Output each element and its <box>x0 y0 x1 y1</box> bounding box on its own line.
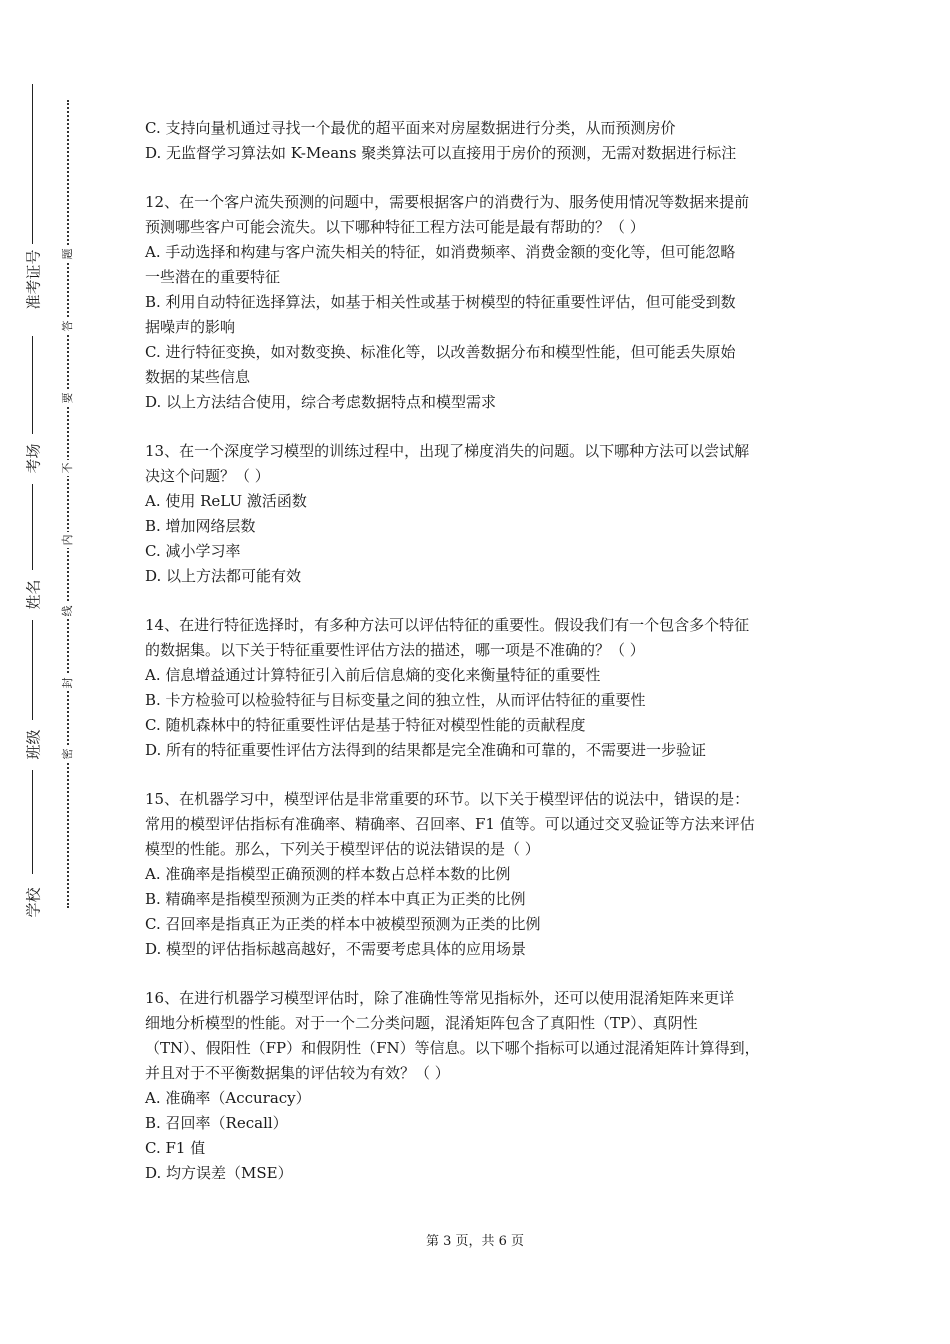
option-line: 数据的某些信息 <box>145 368 251 386</box>
question-stem: 15、在机器学习中，模型评估是非常重要的环节。以下关于模型评估的说法中，错误的是： <box>145 790 750 808</box>
seal-dotted-line <box>67 100 69 908</box>
question-stem: （TN）、假阳性（FP）和假阴性（FN）等信息。以下哪个指标可以通过混淆矩阵计算得到， <box>145 1039 760 1057</box>
option-c: C. 召回率是指真正为正类的样本中被模型预测为正类的比例 <box>145 915 541 933</box>
field-exam-id: 准考证号 <box>24 249 43 310</box>
option-a: A. 准确率（Accuracy） <box>145 1089 311 1107</box>
option-a: A. 准确率是指模型正确预测的样本数占总样本数的比例 <box>145 865 511 883</box>
option-a: A. 使用 ReLU 激活函数 <box>145 492 307 510</box>
field-line <box>32 336 33 434</box>
option-line: A. 手动选择和构建与客户流失相关的特征，如消费频率、消费金额的变化等，但可能忽略 <box>145 243 736 261</box>
field-class: 班级 <box>24 729 43 760</box>
question-stem: 常用的模型评估指标有准确率、精确率、召回率、F1 值等。可以通过交叉验证等方法来评估 <box>145 815 755 833</box>
question-stem: 细地分析模型的性能。对于一个二分类问题，混淆矩阵包含了真阳性（TP）、真阴性 <box>145 1014 698 1032</box>
question-content <box>145 116 810 1186</box>
question-stem: 决这个问题？（ ） <box>145 467 270 485</box>
question-stem: 13、在一个深度学习模型的训练过程中，出现了梯度消失的问题。以下哪种方法可以尝试解 <box>145 442 750 460</box>
field-exam-room: 考场 <box>24 443 43 474</box>
field-school: 学校 <box>24 887 43 918</box>
option-a: A. 信息增益通过计算特征引入前后信息熵的变化来衡量特征的重要性 <box>145 666 601 684</box>
option-line: 一些潜在的重要特征 <box>145 268 281 286</box>
option-line: C. 进行特征变换，如对数变换、标准化等，以改善数据分布和模型性能，但可能丢失原始 <box>145 343 736 361</box>
option-c: C. F1 值 <box>145 1139 206 1157</box>
seal-char: 密 <box>60 746 76 762</box>
seal-char: 不 <box>60 460 76 476</box>
field-line <box>32 84 33 244</box>
option-b: B. 增加网络层数 <box>145 517 256 535</box>
binding-margin <box>22 0 44 1344</box>
field-line <box>32 620 33 720</box>
page-number: 第 3 页，共 6 页 <box>425 1234 525 1249</box>
question-12 <box>145 190 810 415</box>
option-c: C. 减小学习率 <box>145 542 241 560</box>
question-14 <box>145 613 810 763</box>
seal-char: 内 <box>60 532 76 548</box>
option-line: 据噪声的影响 <box>145 318 236 336</box>
question-16 <box>145 986 810 1186</box>
option-line: D. 无监督学习算法如 K-Means 聚类算法可以直接用于房价的预测，无需对数据进行标注 <box>145 144 737 162</box>
question-13 <box>145 439 810 589</box>
option-b: B. 卡方检验可以检验特征与目标变量之间的独立性，从而评估特征的重要性 <box>145 691 646 709</box>
question-stem: 预测哪些客户可能会流失。以下哪种特征工程方法可能是最有帮助的？（ ） <box>145 218 645 236</box>
seal-char: 答 <box>60 318 76 334</box>
seal-char: 要 <box>60 390 76 406</box>
question-stem: 的数据集。以下关于特征重要性评估方法的描述，哪一项是不准确的？（ ） <box>145 641 645 659</box>
option-line: D. 以上方法结合使用，综合考虑数据特点和模型需求 <box>145 393 497 411</box>
question-stem: 12、在一个客户流失预测的问题中，需要根据客户的消费行为、服务使用情况等数据来提前 <box>145 193 750 211</box>
seal-char: 线 <box>60 603 76 619</box>
option-b: B. 召回率（Recall） <box>145 1114 288 1132</box>
question-stem: 模型的性能。那么，下列关于模型评估的说法错误的是（ ） <box>145 840 540 858</box>
seal-char: 题 <box>60 246 76 262</box>
option-d: D. 所有的特征重要性评估方法得到的结果都是完全准确和可靠的，不需要进一步验证 <box>145 741 707 759</box>
field-line <box>32 770 33 874</box>
option-d: D. 模型的评估指标越高越好，不需要考虑具体的应用场景 <box>145 940 527 958</box>
question-stem: 14、在进行特征选择时，有多种方法可以评估特征的重要性。假设我们有一个包含多个特征 <box>145 616 750 634</box>
option-c: C. 随机森林中的特征重要性评估是基于特征对模型性能的贡献程度 <box>145 716 586 734</box>
seal-char: 封 <box>60 675 76 691</box>
option-line: B. 利用自动特征选择算法，如基于相关性或基于树模型的特征重要性评估，但可能受到数 <box>145 293 736 311</box>
option-d: D. 均方误差（MSE） <box>145 1164 293 1182</box>
question-stem: 16、在进行机器学习模型评估时，除了准确性等常见指标外，还可以使用混淆矩阵来更详 <box>145 989 735 1007</box>
option-line: C. 支持向量机通过寻找一个最优的超平面来对房屋数据进行分类，从而预测房价 <box>145 119 676 137</box>
option-d: D. 以上方法都可能有效 <box>145 567 302 585</box>
field-name: 姓名 <box>24 579 43 610</box>
carryover-options <box>145 116 810 166</box>
question-stem: 并且对于不平衡数据集的评估较为有效？（ ） <box>145 1064 450 1082</box>
field-line <box>32 484 33 570</box>
option-b: B. 精确率是指模型预测为正类的样本中真正为正类的比例 <box>145 890 526 908</box>
question-15 <box>145 787 810 962</box>
